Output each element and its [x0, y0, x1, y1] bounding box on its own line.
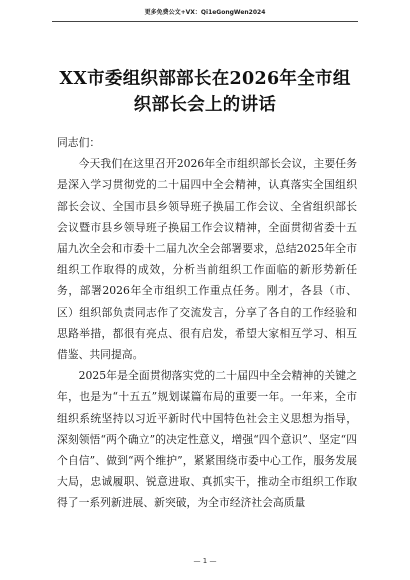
- salutation: 同志们：: [57, 136, 101, 149]
- page-number: — 1 —: [193, 557, 217, 565]
- header-note: 更多免费公文+VX：Qi1eGongWen2024: [144, 9, 266, 16]
- paragraph-1: 今天我们在这里召开2026年全市组织部长会议，主要任务是深入学习贯彻党的二十届四中全会精神，认真落实全国组织部长会议、全国市县乡领导班子换届工作会议、全省组织部长会议暨市县乡领导班子换届工作会议精神，全面贯彻省委十五届九次全会和市委十二届九次全会部署要求，总结2025年全市组织工作取得的成效，分析当前组织工作面临的新形势新任务，部署2026年全市组织工作重点任务。刚才，各县（市、区）组织部负责同志作了交流发言，分享了各自的工作经验和思路举措，都很有亮点、很有启发，希望大家相互学习、相互借鉴、共同提高。: [57, 157, 357, 362]
- paragraph-2: 2025年是全面贯彻落实党的二十届四中全会精神的关键之年，也是为“十五五”规划谋篇布局的重要一年。一年来，全市组织系统坚持以习近平新时代中国特色社会主义思想为指导，深刻领悟“两个确立”的决定性意义，增强“四个意识”、坚定“四个自信”、做到“两个维护”，紧紧围绕市委中心工作，服务发展大局，忠诚履职、锐意进取、真抓实干，推动全市组织工作取得了一系列新进展、新突破，为全市经济社会高质量: [57, 369, 357, 510]
- document-body: [57, 132, 357, 514]
- header-divider: [52, 21, 358, 22]
- document-title: XX市委组织部部长在2026年全市组织部长会上的讲话: [59, 69, 351, 115]
